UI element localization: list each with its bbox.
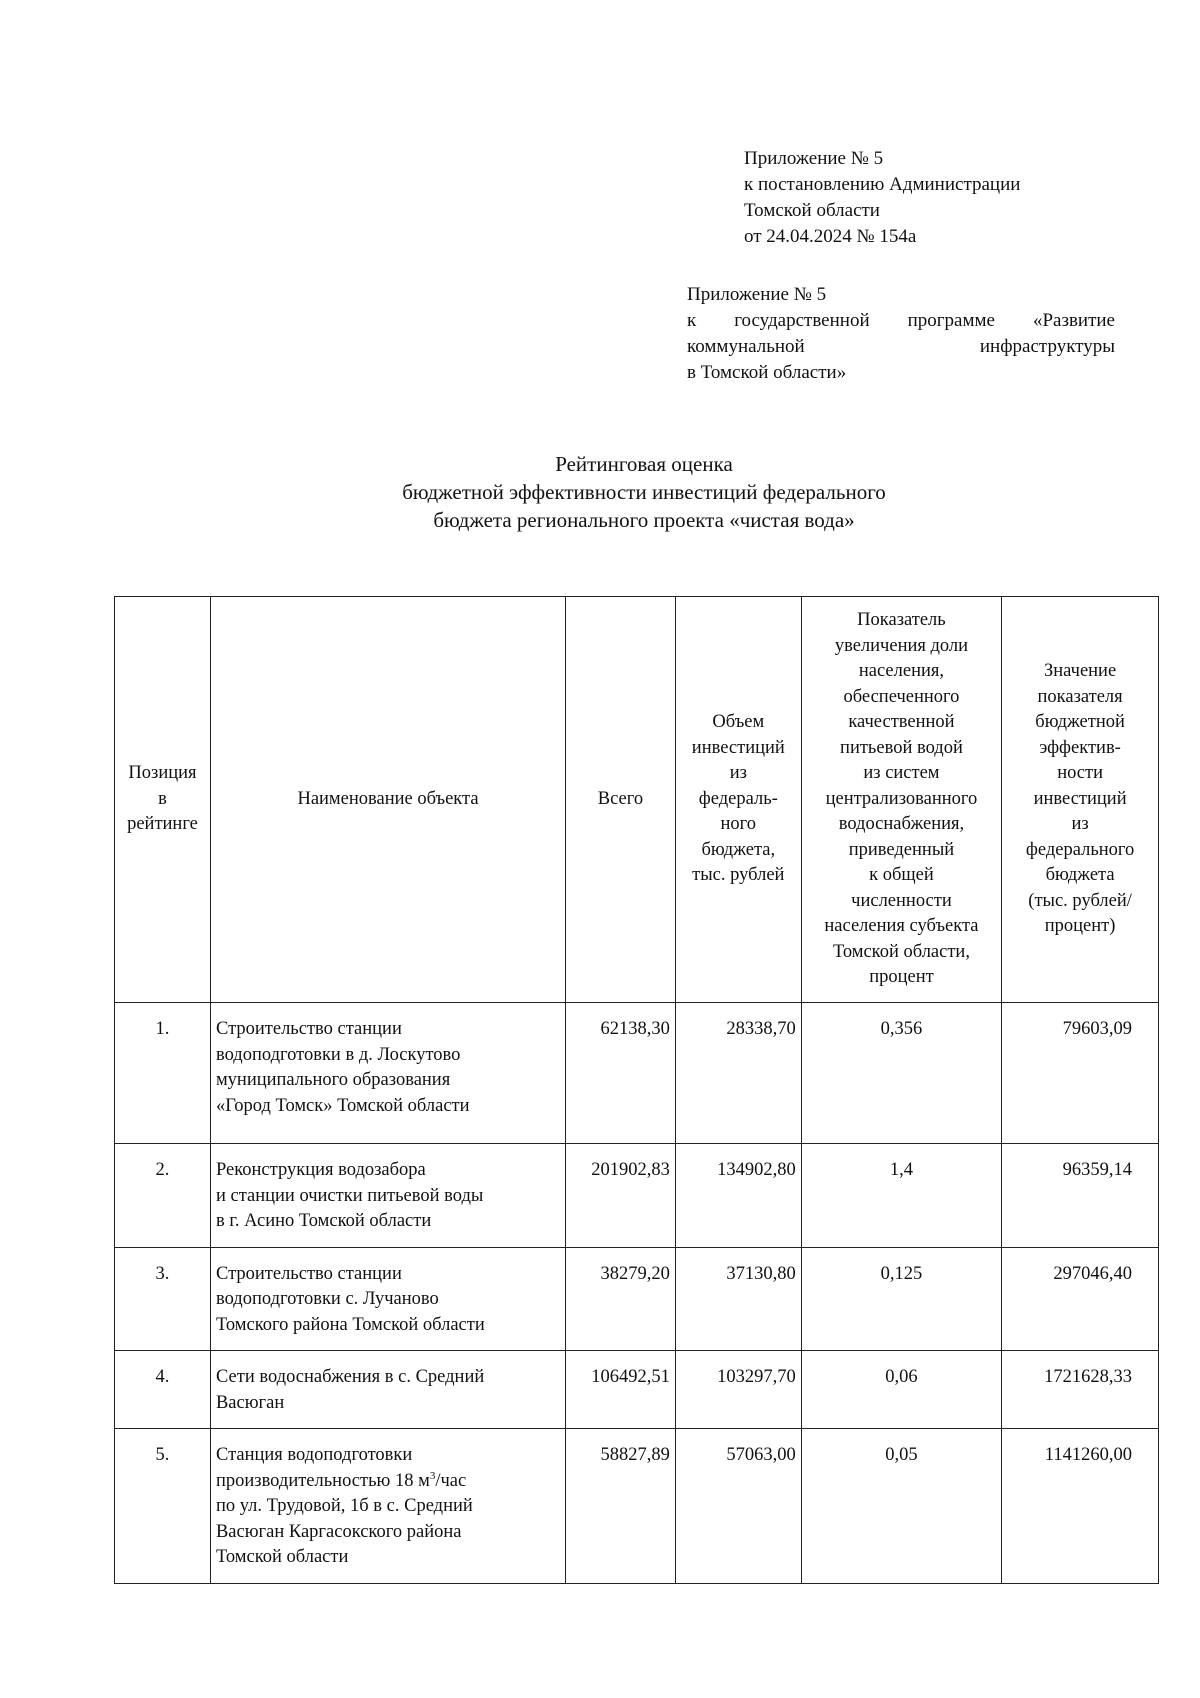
- cell-federal: 28338,70: [675, 1003, 801, 1144]
- cell-efficiency: 297046,40: [1002, 1247, 1159, 1351]
- cell-federal: 103297,70: [675, 1351, 801, 1429]
- cell-position: 3.: [115, 1247, 211, 1351]
- attachment-order-block: [744, 146, 1020, 250]
- cell-total: 62138,30: [566, 1003, 676, 1144]
- attachment-program-block: [687, 282, 1115, 386]
- attachment-program-line: [687, 308, 1115, 334]
- cell-federal: 37130,80: [675, 1247, 801, 1351]
- header-position: Позиция в рейтинге: [115, 597, 211, 1003]
- table-row: [115, 1247, 1159, 1351]
- cell-name: Строительство станции водоподготовки с. Лучаново Томского района Томской области: [210, 1247, 565, 1351]
- document-title: [0, 450, 1200, 534]
- header-efficiency: Значение показателя бюджетной эффектив- ности инвестиций из федерального бюджета (тыс. рублей/ процент): [1002, 597, 1159, 1003]
- attachment-order-line: к постановлению Администрации: [744, 174, 1021, 195]
- word: инфраструктуры: [979, 336, 1115, 357]
- attachment-order-line: от 24.04.2024 № 154а: [744, 226, 917, 247]
- table-row: [115, 1144, 1159, 1248]
- cell-efficiency: 79603,09: [1002, 1003, 1159, 1144]
- cell-indicator: 0,05: [801, 1429, 1001, 1584]
- word: к: [687, 310, 697, 331]
- cell-position: 4.: [115, 1351, 211, 1429]
- cell-name: Строительство станции водоподготовки в д. Лоскутово муниципального образования «Город Томск» Томской области: [210, 1003, 565, 1144]
- cell-efficiency: 96359,14: [1002, 1144, 1159, 1248]
- cell-total: 58827,89: [566, 1429, 676, 1584]
- attachment-order-line: Томской области: [744, 200, 880, 221]
- cell-federal: 134902,80: [675, 1144, 801, 1248]
- word: «Развитие: [1032, 310, 1115, 331]
- title-line: бюджета регионального проекта «чистая вода»: [433, 508, 855, 532]
- cell-total: 38279,20: [566, 1247, 676, 1351]
- header-indicator: Показатель увеличения доли населения, обеспеченного качественной питьевой водой из систем централизованного водоснабжения, приведенный к общей численности населения субъекта Томской области, процент: [801, 597, 1001, 1003]
- cell-position: 2.: [115, 1144, 211, 1248]
- cell-federal: 57063,00: [675, 1429, 801, 1584]
- rating-table: [114, 596, 1159, 1584]
- cell-total: 201902,83: [566, 1144, 676, 1248]
- cell-position: 5.: [115, 1429, 211, 1584]
- cell-position: 1.: [115, 1003, 211, 1144]
- cell-indicator: 0,06: [801, 1351, 1001, 1429]
- cell-indicator: 1,4: [801, 1144, 1001, 1248]
- cell-name: Реконструкция водозабора и станции очистки питьевой воды в г. Асино Томской области: [210, 1144, 565, 1248]
- cell-total: 106492,51: [566, 1351, 676, 1429]
- cell-indicator: 0,125: [801, 1247, 1001, 1351]
- title-line: Рейтинговая оценка: [555, 452, 733, 476]
- cell-name: Сети водоснабжения в с. Средний Васюган: [210, 1351, 565, 1429]
- table-header-row: [115, 597, 1159, 1003]
- attachment-program-line: Приложение № 5: [687, 284, 827, 305]
- header-federal: Объем инвестиций из федераль- ного бюджета, тыс. рублей: [675, 597, 801, 1003]
- header-total: Всего: [566, 597, 676, 1003]
- cell-efficiency: 1141260,00: [1002, 1429, 1159, 1584]
- attachment-program-line: [687, 334, 1115, 360]
- table-row: [115, 1003, 1159, 1144]
- table-row: [115, 1351, 1159, 1429]
- cell-indicator: 0,356: [801, 1003, 1001, 1144]
- word: государственной: [734, 310, 870, 331]
- header-name: Наименование объекта: [210, 597, 565, 1003]
- attachment-order-line: Приложение № 5: [744, 148, 884, 169]
- word: коммунальной: [687, 336, 805, 357]
- table-row: [115, 1429, 1159, 1584]
- title-line: бюджетной эффективности инвестиций федерального: [402, 480, 886, 504]
- attachment-program-line: в Томской области»: [687, 362, 847, 383]
- cell-name: Станция водоподготовки производительностью 18 $м^3$/час по ул. Трудовой, 1б в с. Средний Васюган Каргасокского района Томской области: [210, 1429, 565, 1584]
- word: программе: [907, 310, 995, 331]
- cell-efficiency: 1721628,33: [1002, 1351, 1159, 1429]
